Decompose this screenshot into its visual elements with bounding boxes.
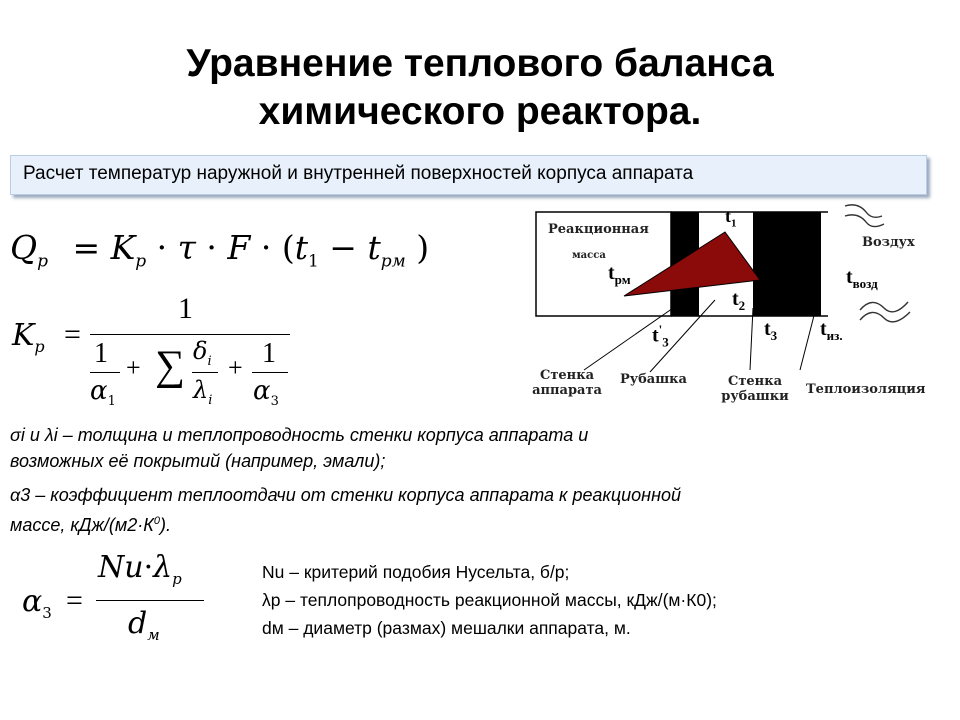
eq2-K: K xyxy=(12,318,35,353)
eq1-t1: t xyxy=(294,228,308,267)
air-wave-4 xyxy=(860,312,910,322)
label-jacket-wall-1: Стенка xyxy=(728,374,782,389)
eq3-alpha-sub: 3 xyxy=(42,604,52,622)
air-wave-3 xyxy=(860,302,908,312)
eq2-fraction-bar-a xyxy=(90,372,120,373)
eq2-fraction-bar-delta xyxy=(192,372,218,373)
label-jacket: Рубашка xyxy=(620,372,687,387)
label-air: Воздух xyxy=(862,235,915,250)
eq3-dot: · xyxy=(143,550,154,585)
eq1-Q: Q xyxy=(10,228,38,267)
equation-heat-balance xyxy=(10,228,429,282)
eq1-dot-2: · xyxy=(206,228,217,267)
eq3-lambda: λ xyxy=(153,550,173,585)
label-jacket-wall-2: рубашки xyxy=(721,389,789,404)
note-lambda: λр – теплопроводность реакционной массы, кДж/(м·К0); xyxy=(262,590,717,610)
eq2-plus-2: + xyxy=(228,353,243,382)
eq3-equals: = xyxy=(66,584,83,617)
eq2-one-a: 1 xyxy=(94,338,108,369)
title-line-1: Уравнение теплового баланса xyxy=(186,42,774,85)
eq3-Nu: Nu xyxy=(98,550,144,585)
label-t3-prime: t xyxy=(652,324,659,347)
eq1-Q-sub: р xyxy=(37,251,48,272)
eq1-K-sub: р xyxy=(135,251,147,272)
eq2-alpha-a-sub: 1 xyxy=(107,394,116,410)
label-t-rm: t xyxy=(608,262,615,284)
eq2-equals: = xyxy=(64,318,81,351)
eq2-sum: ∑ xyxy=(155,343,185,389)
label-t-rm-sub: рм xyxy=(614,272,631,287)
slide-title xyxy=(0,40,960,136)
eq3-lambda-sub: р xyxy=(172,570,182,588)
equation-heat-transfer-coefficient xyxy=(0,290,320,420)
explanation-alpha3-tail: ). xyxy=(160,515,171,535)
subtitle-banner xyxy=(10,155,927,195)
eq2-alpha-a: α xyxy=(90,376,108,406)
explanation-sigma-lambda-line-2: возможных её покрытий (например, эмали); xyxy=(10,451,386,471)
eq2-alpha-b-sub: 3 xyxy=(270,394,279,410)
label-apparatus-wall-1: Стенка xyxy=(540,368,594,383)
label-apparatus-wall-2: аппарата xyxy=(532,383,602,398)
eq3-fraction-bar xyxy=(96,600,204,601)
eq2-one-b: 1 xyxy=(262,338,276,369)
eq2-delta-sub: i xyxy=(207,353,212,369)
note-nusselt: Nu – критерий подобия Нусельта, б/р; xyxy=(262,562,570,582)
label-t3: t xyxy=(764,318,771,340)
eq1-tau: τ xyxy=(177,228,196,267)
eq2-delta: δ xyxy=(193,337,208,365)
eq1-rparen: ) xyxy=(416,228,430,267)
pointer-jacket-wall xyxy=(750,308,753,370)
eq1-t2-sub: рм xyxy=(380,251,406,272)
label-jacket-wall xyxy=(710,374,800,404)
label-t2: t xyxy=(732,288,739,310)
label-t-air-sub: возд xyxy=(852,276,878,291)
eq3-alpha: α xyxy=(22,584,43,619)
label-apparatus-wall xyxy=(522,368,612,398)
explanation-alpha3-line-2 xyxy=(10,508,681,538)
label-t1-sub: 1 xyxy=(731,217,737,230)
equation-alpha3 xyxy=(0,548,240,658)
reactor-wall-diagram xyxy=(500,200,950,410)
eq1-dot-3: · xyxy=(260,228,272,267)
label-t3-sub: 3 xyxy=(770,328,778,343)
eq1-equals: = xyxy=(72,228,101,267)
eq1-minus: − xyxy=(329,228,357,267)
eq2-K-sub: р xyxy=(34,337,45,356)
eq2-lambda: λ xyxy=(193,376,209,404)
label-insulation: Теплоизоляция xyxy=(806,382,926,397)
eq3-d-sub: м xyxy=(147,626,160,644)
eq2-fraction-bar-b xyxy=(252,372,288,373)
label-t2-sub: 2 xyxy=(738,298,746,313)
explanation-sigma-lambda xyxy=(10,422,588,474)
eq2-plus-1: + xyxy=(126,353,141,382)
eq1-t2: t xyxy=(367,228,381,267)
jacket-wall-block xyxy=(753,212,821,316)
explanation-sigma-lambda-line-1: σi и λi – толщина и теплопроводность стенки корпуса аппарата и xyxy=(10,425,589,445)
eq2-alpha-b: α xyxy=(253,376,271,406)
eq1-dot-1: · xyxy=(156,228,168,267)
label-t3-prime-sup: ' xyxy=(658,322,663,337)
note-diameter: dм – диаметр (размах) мешалки аппарата, м. xyxy=(262,618,631,638)
label-reaction-mass: Реакционная xyxy=(548,222,649,237)
label-t3-prime-sub: 3 xyxy=(662,334,669,350)
explanation-alpha3 xyxy=(10,482,681,538)
banner-text: Расчет температур наружной и внутренней поверхностей корпуса аппарата xyxy=(23,163,694,184)
eq1-F: F xyxy=(227,228,251,267)
eq1-t1-sub: 1 xyxy=(307,251,319,272)
explanation-alpha3-line-2-text: массе, кДж/(м2·К xyxy=(10,515,154,535)
explanation-alpha3-line-1: α3 – коэффициент теплоотдачи от стенки корпуса аппарата к реакционной xyxy=(10,485,682,505)
label-t-iz-sub: из. xyxy=(826,328,843,343)
explanation-alpha3-sup: 0 xyxy=(153,515,160,527)
eq2-numerator: 1 xyxy=(178,292,193,325)
label-t-iz: t xyxy=(820,318,827,340)
eq2-main-fraction-bar xyxy=(90,334,290,335)
label-t1: t xyxy=(725,206,731,226)
eq2-lambda-sub: i xyxy=(208,392,213,408)
eq1-K: K xyxy=(110,228,136,267)
label-t-air: t xyxy=(846,266,853,288)
label-reaction-mass-2: масса xyxy=(572,250,606,261)
eq3-d: d xyxy=(128,606,148,641)
title-line-2: химического реактора. xyxy=(258,90,702,133)
eq1-lparen: ( xyxy=(281,228,295,267)
